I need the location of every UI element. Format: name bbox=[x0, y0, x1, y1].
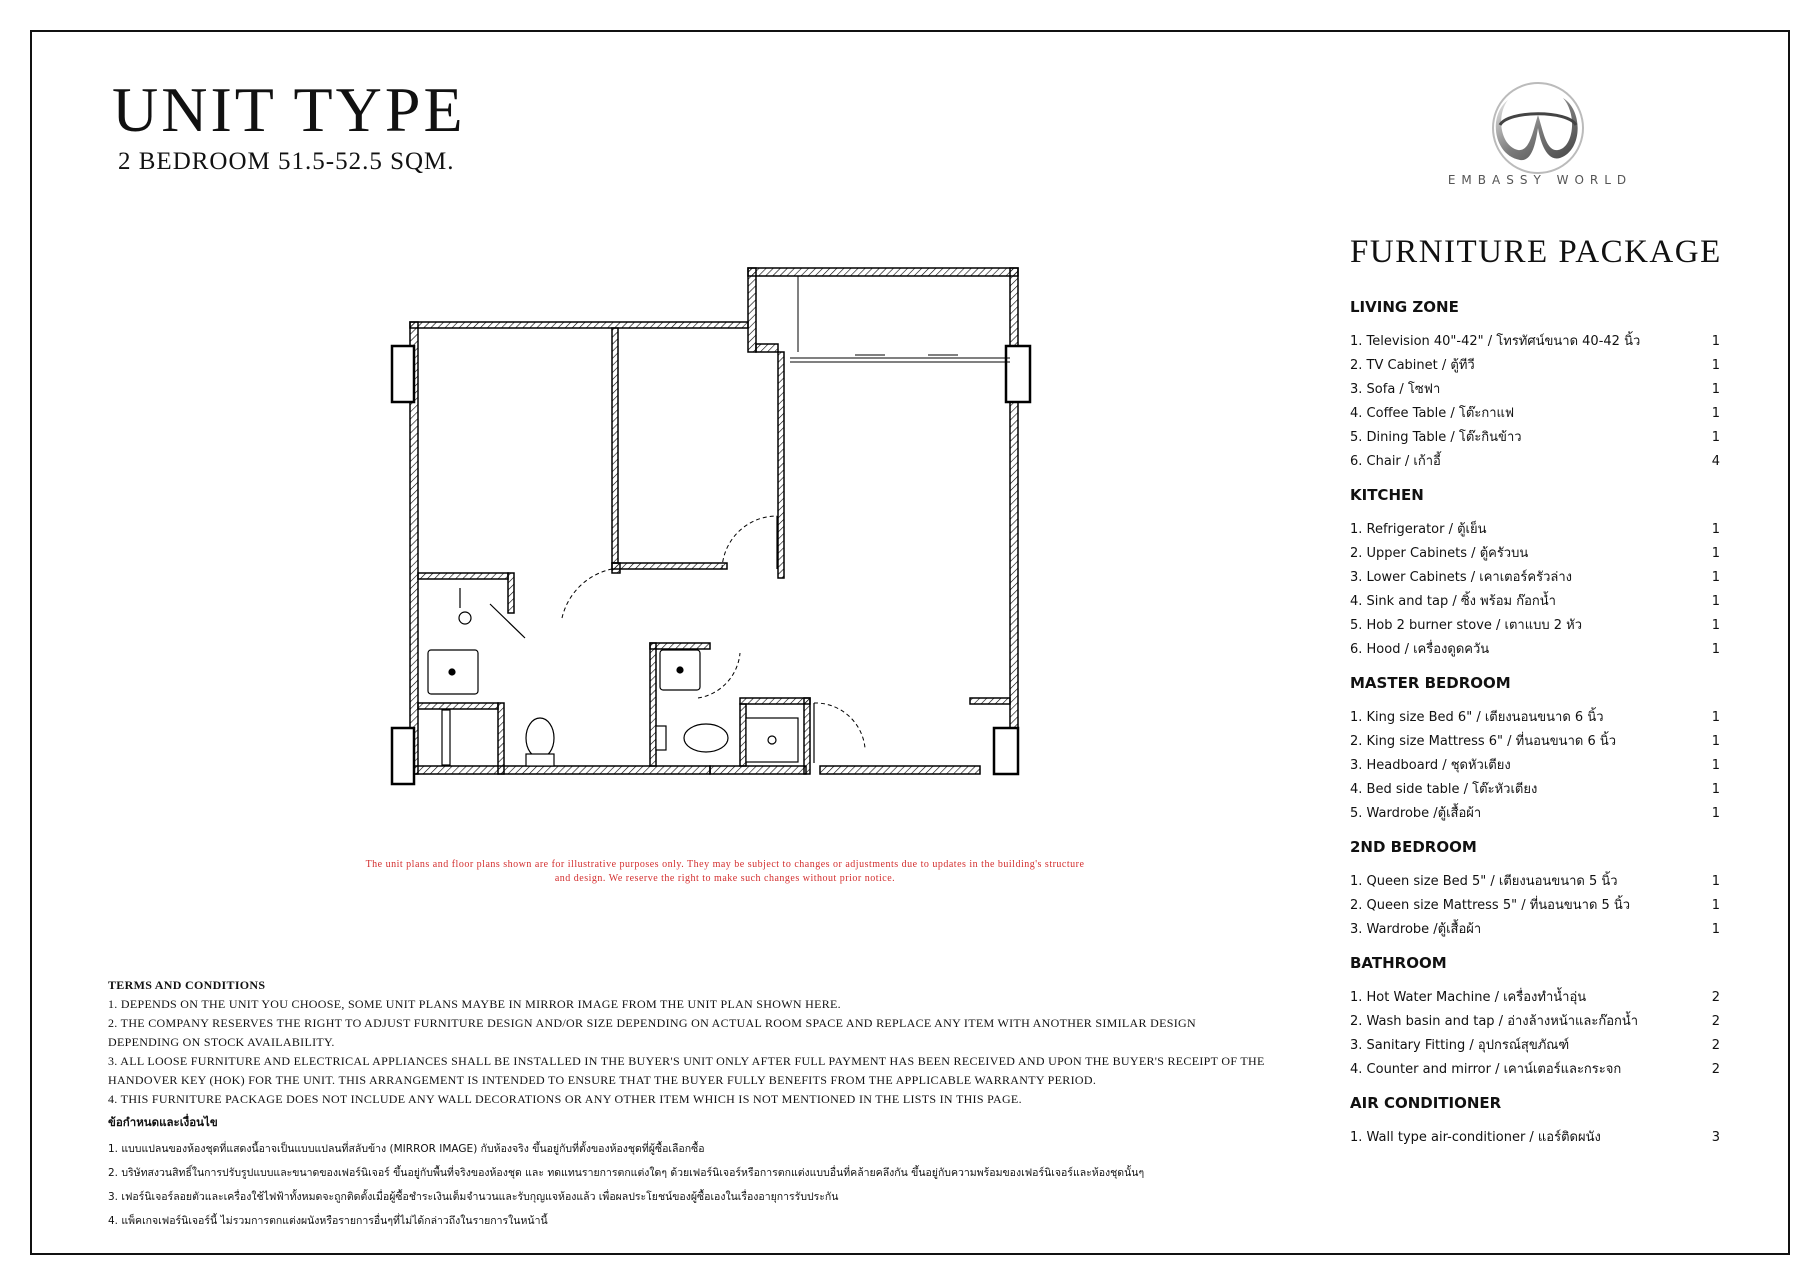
list-item bbox=[1350, 638, 1720, 662]
item-label: 3. Sanitary Fitting / อุปกรณ์สุขภัณฑ์ bbox=[1350, 1038, 1570, 1053]
item-qty: 1 bbox=[1711, 382, 1720, 397]
item-label: 5. Dining Table / โต๊ะกินข้าว bbox=[1350, 430, 1522, 445]
list-item bbox=[1350, 706, 1720, 730]
item-label: 1. Hot Water Machine / เครื่องทำน้ำอุ่น bbox=[1350, 990, 1587, 1005]
terms-line: 4. THIS FURNITURE PACKAGE DOES NOT INCLUDE ANY WALL DECORATIONS OR ANY OTHER ITEM WHICH IS NOT MENTIONED IN THE LISTS IN THIS PAGE. bbox=[108, 1092, 1022, 1106]
section-bathroom bbox=[1350, 954, 1720, 1082]
disclaimer-line: and design. We reserve the right to make such changes without prior notice. bbox=[554, 873, 896, 884]
item-label: 1. Wall type air-conditioner / แอร์ติดผนัง bbox=[1350, 1130, 1601, 1145]
item-qty: 1 bbox=[1711, 710, 1720, 725]
item-label: 6. Hood / เครื่องดูดควัน bbox=[1350, 642, 1490, 657]
item-qty: 1 bbox=[1711, 758, 1720, 773]
item-qty: 2 bbox=[1711, 1014, 1720, 1029]
item-label: 4. Counter and mirror / เคาน์เตอร์และกระจก bbox=[1350, 1062, 1622, 1077]
list-item bbox=[1350, 778, 1720, 802]
item-label: 2. Wash basin and tap / อ่างล้างหน้าและก๊อกน้ำ bbox=[1350, 1014, 1639, 1029]
item-label: 1. Refrigerator / ตู้เย็น bbox=[1350, 522, 1487, 537]
section-2nd-bedroom bbox=[1350, 838, 1720, 942]
list-item bbox=[1350, 1126, 1720, 1150]
terms-line: DEPENDING ON STOCK AVAILABILITY. bbox=[108, 1035, 335, 1049]
list-item bbox=[1350, 754, 1720, 778]
disclaimer-line: The unit plans and floor plans shown are for illustrative purposes only. They may be subject to changes or adjustments due to updates in the building's structure bbox=[365, 859, 1085, 870]
list-item bbox=[1350, 870, 1720, 894]
item-qty: 2 bbox=[1711, 1062, 1720, 1077]
item-qty: 1 bbox=[1711, 642, 1720, 657]
section-heading: BATHROOM bbox=[1350, 954, 1447, 972]
item-qty: 1 bbox=[1711, 546, 1720, 561]
furniture-package-title: FURNITURE PACKAGE bbox=[1350, 234, 1722, 270]
list-item bbox=[1350, 590, 1720, 614]
terms-thai bbox=[108, 1114, 1308, 1236]
terms-line: 1. DEPENDS ON THE UNIT YOU CHOOSE, SOME UNIT PLANS MAYBE IN MIRROR IMAGE FROM THE UNIT PLAN SHOWN HERE. bbox=[108, 997, 841, 1011]
list-item bbox=[1350, 894, 1720, 918]
list-item bbox=[1350, 1034, 1720, 1058]
list-item bbox=[1350, 330, 1720, 354]
list-item bbox=[1350, 1010, 1720, 1034]
item-label: 5. Wardrobe /ตู้เสื้อผ้า bbox=[1350, 806, 1482, 821]
item-label: 4. Bed side table / โต๊ะหัวเตียง bbox=[1350, 782, 1538, 797]
terms-line: 3. ALL LOOSE FURNITURE AND ELECTRICAL APPLIANCES SHALL BE INSTALLED IN THE BUYER'S UNIT ONLY AFTER FULL PAYMENT HAS BEEN RECEIVED AND UPON THE BUYER'S RECEIPT OF THE bbox=[108, 1054, 1265, 1068]
item-qty: 3 bbox=[1711, 1130, 1720, 1145]
terms-and-conditions bbox=[108, 976, 1308, 1109]
item-label: 1. Television 40"-42" / โทรทัศน์ขนาด 40-42 นิ้ว bbox=[1350, 334, 1641, 349]
item-qty: 2 bbox=[1711, 1038, 1720, 1053]
list-item bbox=[1350, 918, 1720, 942]
item-qty: 2 bbox=[1711, 990, 1720, 1005]
page-title: UNIT TYPE bbox=[112, 74, 466, 145]
item-label: 3. Lower Cabinets / เคาเตอร์ครัวล่าง bbox=[1350, 570, 1572, 585]
list-item bbox=[1350, 566, 1720, 590]
item-qty: 1 bbox=[1711, 358, 1720, 373]
section-master-bedroom bbox=[1350, 674, 1720, 826]
section-heading: AIR CONDITIONER bbox=[1350, 1094, 1502, 1112]
section-heading: KITCHEN bbox=[1350, 486, 1424, 504]
terms-thai-line: 4. แพ็คเกจเฟอร์นิเจอร์นี้ ไม่รวมการตกแต่งผนังหรือรายการอื่นๆที่ไม่ได้กล่าวถึงในรายการในหน้านี้ bbox=[108, 1215, 548, 1227]
list-item bbox=[1350, 402, 1720, 426]
item-qty: 1 bbox=[1711, 734, 1720, 749]
item-qty: 1 bbox=[1711, 406, 1720, 421]
list-item bbox=[1350, 802, 1720, 826]
item-label: 2. Upper Cabinets / ตู้ครัวบน bbox=[1350, 546, 1529, 561]
item-qty: 1 bbox=[1711, 522, 1720, 537]
list-item bbox=[1350, 542, 1720, 566]
unit-subtitle: 2 BEDROOM 51.5-52.5 SQM. bbox=[118, 148, 455, 175]
item-qty: 1 bbox=[1711, 334, 1720, 349]
item-qty: 1 bbox=[1711, 594, 1720, 609]
section-heading: LIVING ZONE bbox=[1350, 298, 1459, 316]
item-label: 3. Sofa / โซฟา bbox=[1350, 382, 1441, 397]
section-kitchen bbox=[1350, 486, 1720, 662]
section-heading: MASTER BEDROOM bbox=[1350, 674, 1511, 692]
section-living-zone bbox=[1350, 298, 1720, 474]
item-label: 1. Queen size Bed 5" / เตียงนอนขนาด 5 นิ้ว bbox=[1350, 874, 1618, 889]
terms-line: 2. THE COMPANY RESERVES THE RIGHT TO ADJUST FURNITURE DESIGN AND/OR SIZE DEPENDING ON ACTUAL ROOM SPACE AND REPLACE ANY ITEM WITH ANOTHER SIMILAR DESIGN bbox=[108, 1016, 1196, 1030]
item-label: 1. King size Bed 6" / เตียงนอนขนาด 6 นิ้ว bbox=[1350, 710, 1604, 725]
terms-line: HANDOVER KEY (HOK) FOR THE UNIT. THIS ARRANGEMENT IS INTENDED TO ENSURE THAT THE BUYER FULLY BENEFITS FROM THE APPLICABLE WARRANTY PERIOD. bbox=[108, 1073, 1097, 1087]
list-item bbox=[1350, 450, 1720, 474]
item-label: 4. Coffee Table / โต๊ะกาแฟ bbox=[1350, 406, 1515, 421]
list-item bbox=[1350, 1058, 1720, 1082]
terms-thai-line: 2. บริษัทสงวนสิทธิ์ในการปรับรูปแบบและขนาดของเฟอร์นิเจอร์ ขึ้นอยู่กับพื้นที่จริงของห้องชุด และ ทดแทนรายการตกแต่งใดๆ ด้วยเฟอร์นิเจอร์หรือการตกแต่งแบบอื่นที่คล้ายคลึงกัน ขึ้นอยู่กับความพร้อมของเฟอร์นิเจอร์และห้องชุดนั้นๆ bbox=[108, 1167, 1145, 1179]
item-qty: 1 bbox=[1711, 618, 1720, 633]
terms-thai-line: 3. เฟอร์นิเจอร์ลอยตัวและเครื่องใช้ไฟฟ้าทั้งหมดจะถูกติดตั้งเมื่อผู้ซื้อชำระเงินเต็มจำนวนและรับกุญแจห้องแล้ว เพื่อผลประโยชน์ของผู้ซื้อเองในเรื่องอายุการรับประกัน bbox=[108, 1191, 839, 1203]
list-item bbox=[1350, 426, 1720, 450]
item-qty: 1 bbox=[1711, 806, 1720, 821]
section-heading: 2ND BEDROOM bbox=[1350, 838, 1477, 856]
terms-thai-heading: ข้อกำหนดและเงื่อนไข bbox=[108, 1115, 218, 1129]
plan-disclaimer bbox=[250, 858, 1200, 886]
list-item bbox=[1350, 354, 1720, 378]
item-label: 5. Hob 2 burner stove / เตาแบบ 2 หัว bbox=[1350, 618, 1583, 633]
item-qty: 1 bbox=[1711, 922, 1720, 937]
list-item bbox=[1350, 614, 1720, 638]
item-qty: 1 bbox=[1711, 570, 1720, 585]
list-item bbox=[1350, 518, 1720, 542]
list-item bbox=[1350, 378, 1720, 402]
item-label: 4. Sink and tap / ซิ้ง พร้อม ก๊อกน้ำ bbox=[1350, 594, 1556, 609]
item-qty: 1 bbox=[1711, 898, 1720, 913]
brand-logo-text: EMBASSY WORLD bbox=[1447, 173, 1633, 187]
item-qty: 1 bbox=[1711, 874, 1720, 889]
section-air-conditioner bbox=[1350, 1094, 1720, 1150]
floor-plan bbox=[380, 258, 1060, 798]
item-label: 3. Wardrobe /ตู้เสื้อผ้า bbox=[1350, 922, 1482, 937]
item-qty: 1 bbox=[1711, 430, 1720, 445]
terms-thai-line: 1. แบบแปลนของห้องชุดที่แสดงนี้อาจเป็นแบบแปลนที่สลับข้าง (MIRROR IMAGE) กับห้องจริง ขึ้นอยู่กับที่ตั้งของห้องชุดที่ผู้ซื้อเลือกซื้อ bbox=[108, 1143, 705, 1155]
list-item bbox=[1350, 986, 1720, 1010]
terms-heading: TERMS AND CONDITIONS bbox=[108, 978, 266, 992]
item-label: 3. Headboard / ชุดหัวเตียง bbox=[1350, 758, 1511, 773]
item-label: 2. King size Mattress 6" / ที่นอนขนาด 6 นิ้ว bbox=[1350, 734, 1617, 749]
item-label: 2. TV Cabinet / ตู้ทีวี bbox=[1350, 358, 1475, 373]
list-item bbox=[1350, 730, 1720, 754]
embassy-world-logo bbox=[1448, 70, 1628, 190]
item-label: 2. Queen size Mattress 5" / ที่นอนขนาด 5 นิ้ว bbox=[1350, 898, 1631, 913]
item-qty: 1 bbox=[1711, 782, 1720, 797]
item-qty: 4 bbox=[1711, 454, 1720, 469]
furniture-list bbox=[1350, 298, 1720, 1162]
item-label: 6. Chair / เก้าอี้ bbox=[1350, 454, 1441, 469]
